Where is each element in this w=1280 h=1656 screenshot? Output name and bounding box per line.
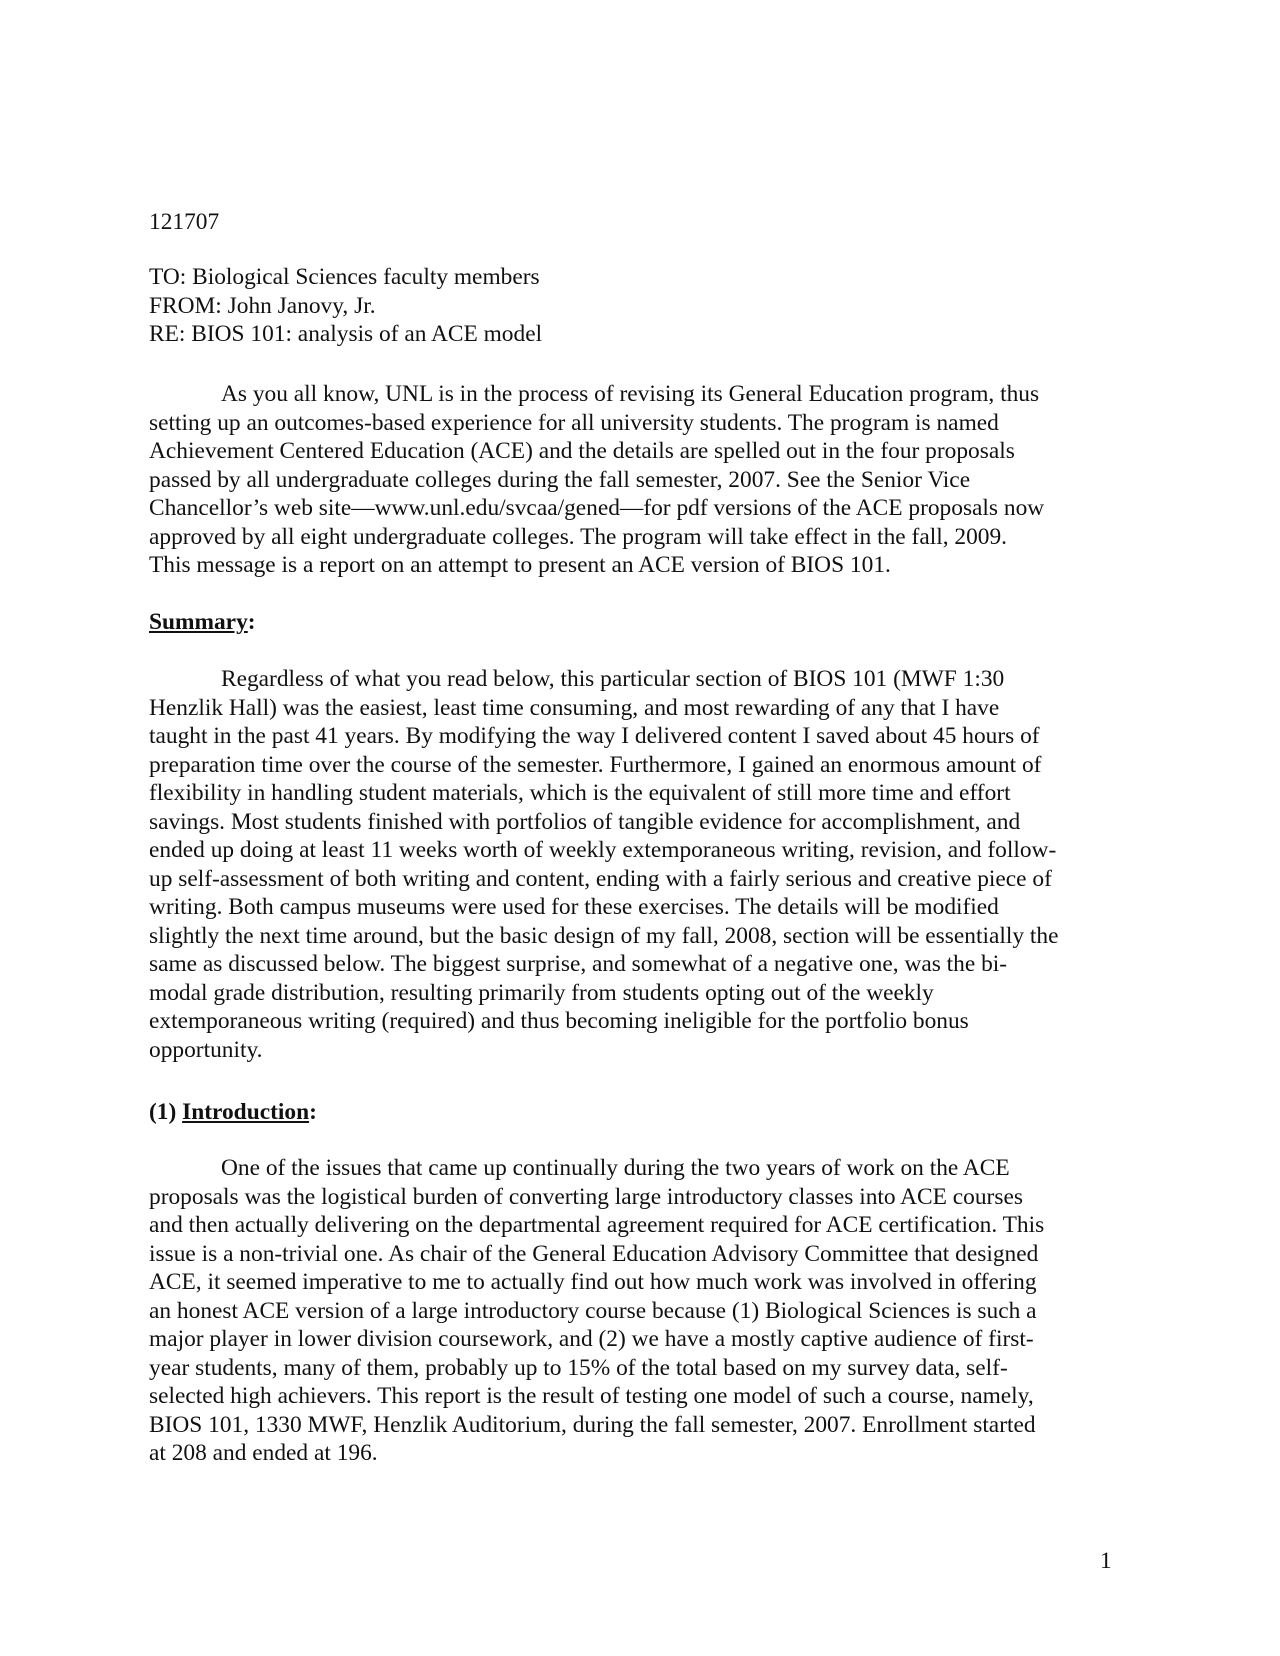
- opening-paragraph: [149, 380, 1044, 580]
- paragraph-line: extemporaneous writing (required) and thus becoming ineligible for the portfolio bonus: [149, 1008, 969, 1034]
- paragraph-line: flexibility in handling student materials, which is the equivalent of still more time and effort: [149, 780, 1011, 806]
- paragraph-line: Chancellor’s web site—www.unl.edu/svcaa/gened—for pdf versions of the ACE proposals now: [149, 495, 1045, 521]
- memo-to-line: TO: Biological Sciences faculty members: [149, 264, 540, 290]
- paragraph-line: proposals was the logistical burden of converting large introductory classes into ACE courses: [149, 1183, 1023, 1210]
- paragraph-line: savings. Most students finished with portfolios of tangible evidence for accomplishment, and: [149, 808, 1021, 835]
- paragraph-line: an honest ACE version of a large introductory course because (1) Biological Sciences is such a: [149, 1297, 1037, 1324]
- memo-header: [149, 263, 542, 349]
- paragraph-line: up self-assessment of both writing and content, ending with a fairly serious and creative piece of: [149, 865, 1052, 892]
- introduction-heading-text: Introduction: [182, 1099, 310, 1125]
- paragraph-line: same as discussed below. The biggest surprise, and somewhat of a negative one, was the bi-: [149, 951, 1008, 977]
- paragraph-line: at 208 and ended at 196.: [149, 1440, 378, 1466]
- summary-heading-text: Summary: [149, 609, 248, 635]
- memo-date: 121707: [149, 209, 220, 235]
- memo-from-line: FROM: John Janovy, Jr.: [149, 292, 376, 319]
- summary-paragraph: [149, 665, 1058, 1064]
- summary-heading-colon: :: [247, 609, 256, 635]
- paragraph-line: and then actually delivering on the departmental agreement required for ACE certification. This: [149, 1212, 1045, 1238]
- paragraph-line: approved by all eight undergraduate colleges. The program will take effect in the fall, 2009.: [149, 523, 1008, 550]
- introduction-paragraph: [149, 1154, 1044, 1468]
- paragraph-line: major player in lower division coursework, and (2) we have a mostly captive audience of first-: [149, 1326, 1034, 1352]
- introduction-heading-colon: :: [309, 1099, 317, 1125]
- summary-heading: [149, 608, 256, 637]
- paragraph-line: Henzlik Hall) was the easiest, least time consuming, and most rewarding of any that I have: [149, 694, 1000, 721]
- paragraph-line: preparation time over the course of the semester. Furthermore, I gained an enormous amount of: [149, 751, 1042, 778]
- paragraph-line: Regardless of what you read below, this particular section of BIOS 101 (MWF 1:30: [221, 666, 1005, 692]
- paragraph-line: passed by all undergraduate colleges during the fall semester, 2007. See the Senior Vice: [149, 466, 971, 493]
- introduction-heading: [149, 1098, 317, 1127]
- memo-re-line: RE: BIOS 101: analysis of an ACE model: [149, 321, 543, 347]
- paragraph-line: BIOS 101, 1330 MWF, Henzlik Auditorium, during the fall semester, 2007. Enrollment started: [149, 1411, 1036, 1438]
- paragraph-line: ended up doing at least 11 weeks worth of weekly extemporaneous writing, revision, and follow-: [149, 837, 1057, 863]
- introduction-heading-number: (1): [149, 1099, 183, 1125]
- paragraph-line: This message is a report on an attempt to present an ACE version of BIOS 101.: [149, 552, 891, 578]
- paragraph-line: taught in the past 41 years. By modifying the way I delivered content I saved about 45 hours of: [149, 723, 1040, 749]
- paragraph-line: setting up an outcomes-based experience for all university students. The program is named: [149, 409, 999, 436]
- paragraph-line: selected high achievers. This report is the result of testing one model of such a course, namely,: [149, 1383, 1034, 1409]
- paragraph-line: Achievement Centered Education (ACE) and the details are spelled out in the four proposals: [149, 438, 1015, 464]
- paragraph-line: modal grade distribution, resulting primarily from students opting out of the weekly: [149, 979, 934, 1006]
- paragraph-line: writing. Both campus museums were used for these exercises. The details will be modified: [149, 894, 999, 920]
- paragraph-line: As you all know, UNL is in the process of revising its General Education program, thus: [221, 381, 1040, 407]
- paragraph-line: slightly the next time around, but the basic design of my fall, 2008, section will be essentially the: [149, 922, 1059, 949]
- paragraph-line: issue is a non-trivial one. As chair of the General Education Advisory Committee that designed: [149, 1240, 1039, 1267]
- paragraph-line: opportunity.: [149, 1036, 263, 1063]
- paragraph-line: ACE, it seemed imperative to me to actually find out how much work was involved in offering: [149, 1269, 1037, 1295]
- paragraph-line: One of the issues that came up continually during the two years of work on the ACE: [221, 1155, 1010, 1181]
- paragraph-line: year students, many of them, probably up to 15% of the total based on my survey data, self-: [149, 1354, 1008, 1381]
- page-number: 1: [1100, 1548, 1112, 1574]
